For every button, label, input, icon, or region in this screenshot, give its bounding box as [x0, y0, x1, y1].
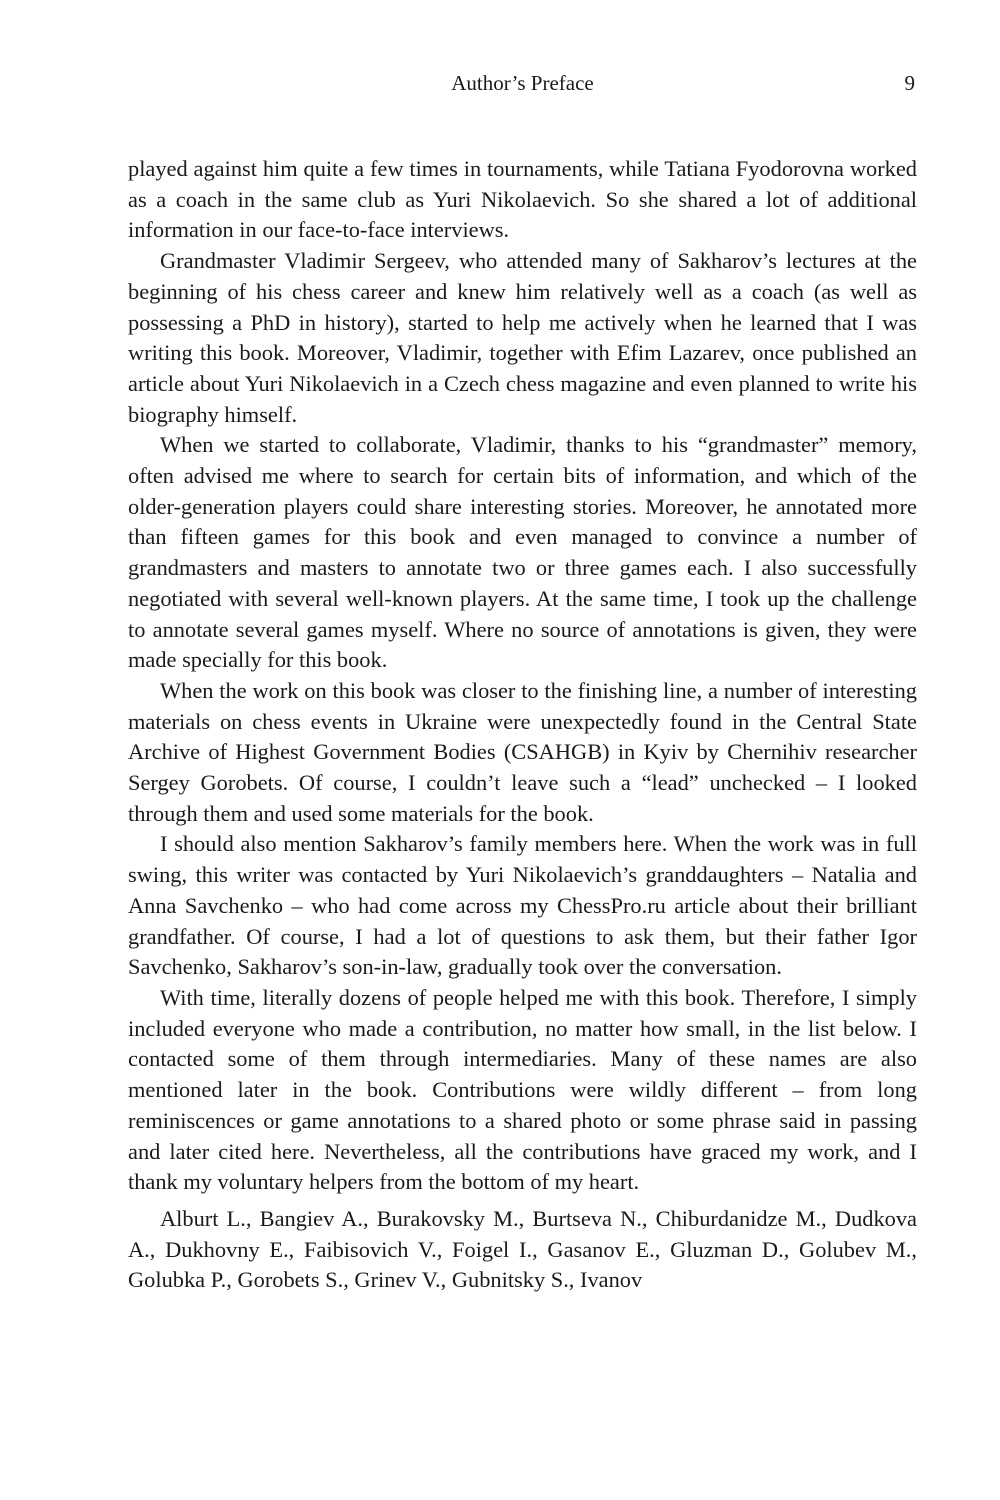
running-head	[128, 68, 917, 98]
body-text	[128, 154, 917, 1296]
paragraph-family: I should also mention Sakharov’s family members here. When the work was in full swing, this writer was contacted by Yuri Nikolaevich’s granddaughters – Natalia and Anna Savchenko – who had come across my ChessPro.ru article about their brilliant grandfather. Of course, I had a lot of questions to ask them, but their father Igor Savchenko, Sakharov’s son-in-law, gradually took over the conversation.	[128, 831, 917, 980]
paragraph-name-list: Alburt L., Bangiev A., Burakovsky M., Burtseva N., Chiburdanidze M., Dudkova A., Dukhovny E., Faibisovich V., Foigel I., Gasanov E., Gluzman D., Golubev M., Golubka P., Gorobets S., Grinev V., Gubnitsky S., Ivanov	[128, 1205, 917, 1293]
paragraph-helpers: With time, literally dozens of people helped me with this book. Therefore, I simply included everyone who made a contribution, no matter how small, in the list below. I contacted some of them through intermediaries. Many of these names are also mentioned later in the book. Contributions were wildly different – from long reminiscences or game annotations to a shared photo or some phrase said in passing and later cited here. Nevertheless, all the contributions have graced my work, and I thank my voluntary helpers from the bottom of my heart.	[128, 984, 917, 1195]
paragraph-archive: When the work on this book was closer to the finishing line, a number of interesting materials on chess events in Ukraine were unexpectedly found in the Central State Archive of Highest Government Bodies (CSAHGB) in Kyiv by Chernihiv researcher Sergey Gorobets. Of course, I couldn’t leave such a “lead” unchecked – I looked through them and used some materials for the book.	[128, 677, 917, 826]
page-number: 9	[904, 71, 915, 95]
running-title: Author’s Preface	[451, 71, 594, 95]
paragraph-sergeev: Grandmaster Vladimir Sergeev, who attended many of Sakharov’s lectures at the beginning of his chess career and knew him relatively well as a coach (as well as possessing a PhD in history), started to help me actively when he learned that I was writing this book. Moreover, Vladimir, together with Efim Lazarev, once published an article about Yuri Nikolaevich in a Czech chess magazine and even planned to write his biography himself.	[128, 248, 917, 427]
paragraph-continued: played against him quite a few times in tournaments, while Tatiana Fyodorovna worked as a coach in the same club as Yuri Nikolaevich. So she shared a lot of additional information in our face-to-face interviews.	[128, 156, 917, 243]
paragraph-collaboration: When we started to collaborate, Vladimir, thanks to his “grandmaster” memory, often advised me where to search for certain bits of information, and which of the older-generation players could share interesting stories. Moreover, he annotated more than fifteen games for this book and even managed to convince a number of grandmasters and masters to annotate two or three games each. I also successfully negotiated with several well-known players. At the same time, I took up the challenge to annotate several games myself. Where no source of annotations is given, they were made specially for this book.	[128, 432, 917, 673]
